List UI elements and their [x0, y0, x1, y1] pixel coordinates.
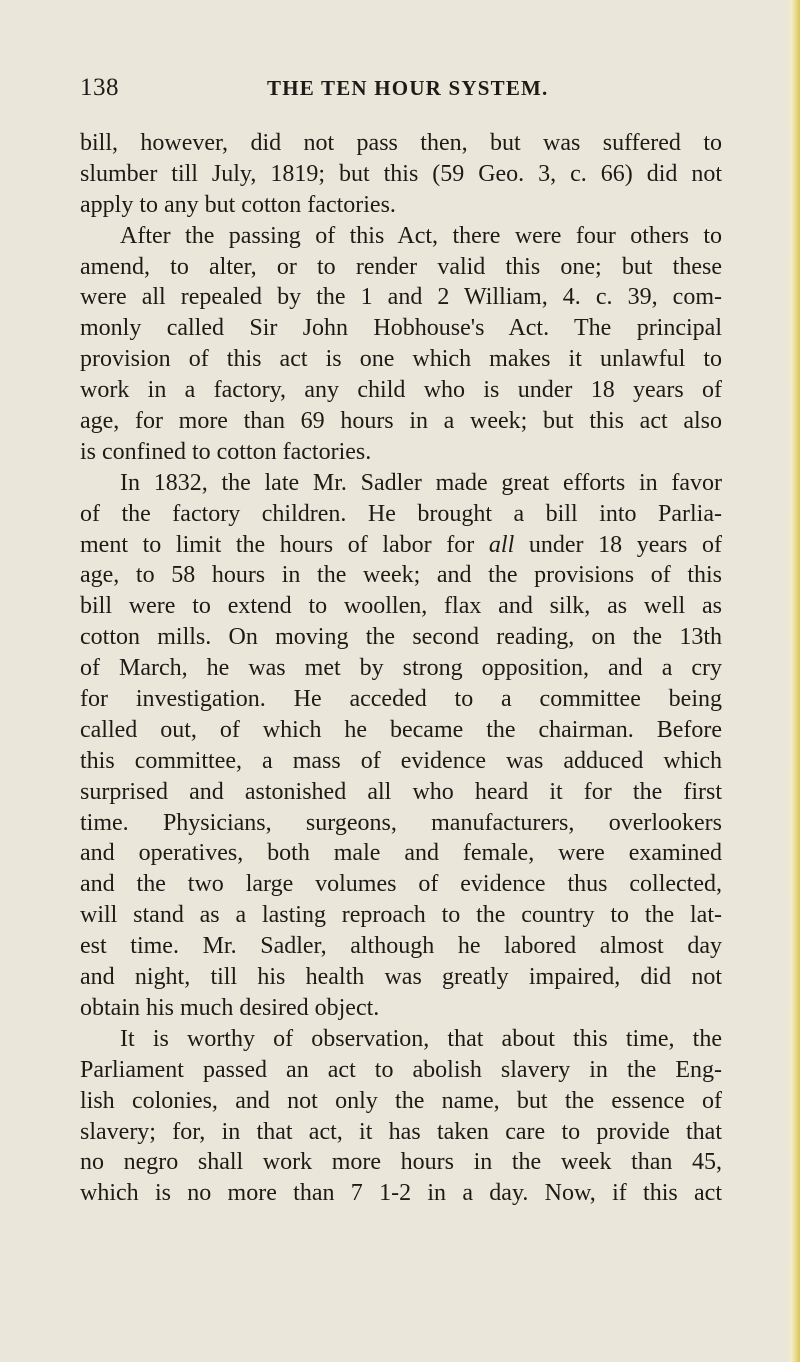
body-text — [80, 128, 722, 1209]
text-line: will stand as a lasting reproach to the country to the lat- — [80, 902, 722, 929]
text-line: amend, to alter, or to render valid this one; but these — [80, 253, 722, 280]
text-line: est time. Mr. Sadler, although he labored almost day — [80, 933, 722, 960]
text-line: surprised and astonished all who heard it for the first — [80, 778, 722, 805]
text-segment: under 18 years of — [514, 531, 723, 558]
text-line: Parliament passed an act to abolish slavery in the Eng- — [80, 1056, 722, 1083]
text-line: and night, till his health was greatly impaired, did not — [80, 964, 722, 991]
text-segment: ment to limit the hours of labor for — [80, 531, 489, 558]
text-line — [80, 530, 722, 561]
text-line: cotton mills. On moving the second reading, on the 13th — [80, 624, 722, 651]
page-number: 138 — [80, 74, 119, 101]
text-line: were all repealed by the 1 and 2 William, 4. c. 39, com- — [80, 284, 722, 311]
text-line: slumber till July, 1819; but this (59 Geo. 3, c. 66) did not — [80, 160, 722, 187]
text-line: bill, however, did not pass then, but was suffered to — [80, 130, 722, 156]
text-line: no negro shall work more hours in the week than 45, — [80, 1149, 722, 1176]
text-line: age, to 58 hours in the week; and the provisions of this — [80, 562, 722, 589]
page-header — [80, 74, 720, 114]
text-line: monly called Sir John Hobhouse's Act. The principal — [80, 315, 722, 342]
page-edge — [786, 0, 800, 1362]
text-line: lish colonies, and not only the name, but the essence of — [80, 1087, 722, 1114]
text-line: work in a factory, any child who is under 18 years of — [80, 377, 722, 404]
text-line: for investigation. He acceded to a committee being — [80, 686, 722, 713]
text-line: slavery; for, in that act, it has taken care to provide that — [80, 1118, 722, 1145]
text-line: and operatives, both male and female, were examined — [80, 840, 722, 867]
text-line: provision of this act is one which makes it unlawful to — [80, 346, 722, 373]
text-line: this committee, a mass of evidence was adduced which — [80, 747, 722, 774]
text-line: which is no more than 7 1-2 in a day. Now, if this act — [80, 1180, 722, 1207]
running-head: THE TEN HOUR SYSTEM. — [267, 76, 549, 100]
text-line: apply to any but cotton factories. — [80, 191, 396, 218]
text-line: of the factory children. He brought a bill into Parlia- — [80, 500, 722, 527]
text-line: It is worthy of observation, that about this time, the — [120, 1025, 722, 1052]
text-line: is confined to cotton factories. — [80, 438, 372, 465]
text-line: obtain his much desired object. — [80, 994, 380, 1021]
text-line: bill were to extend to woollen, flax and silk, as well as — [80, 593, 722, 620]
text-line: called out, of which he became the chairman. Before — [80, 716, 722, 743]
text-line: In 1832, the late Mr. Sadler made great efforts in favor — [120, 469, 722, 496]
italic-word: all — [488, 531, 515, 558]
text-line: age, for more than 69 hours in a week; but this act also — [80, 408, 722, 435]
text-line: After the passing of this Act, there were four others to — [120, 222, 722, 249]
text-line: of March, he was met by strong opposition, and a cry — [80, 655, 722, 682]
text-line: time. Physicians, surgeons, manufacturers, overlookers — [80, 809, 722, 836]
text-line: and the two large volumes of evidence thus collected, — [80, 871, 722, 898]
